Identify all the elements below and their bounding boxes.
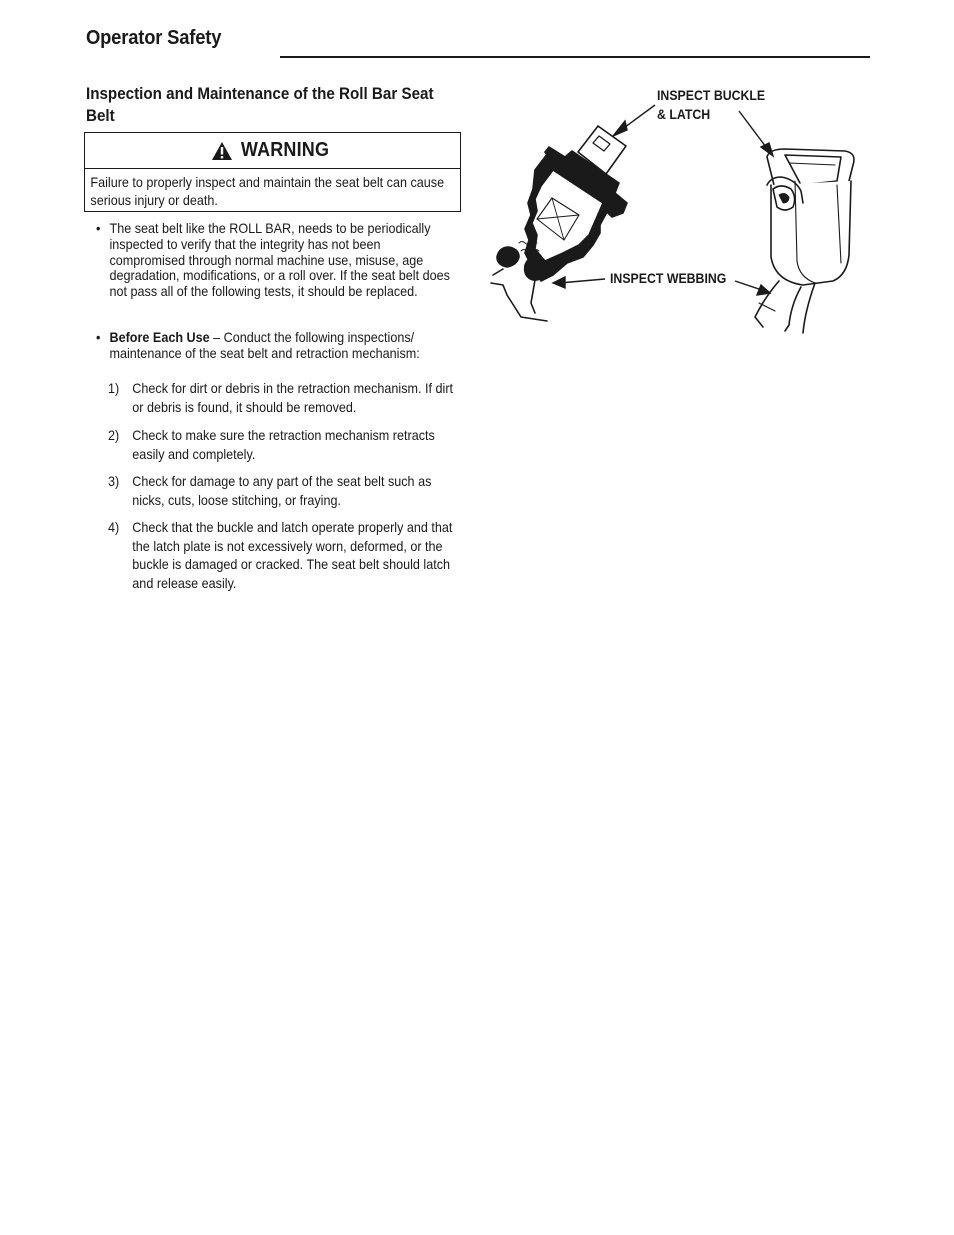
list-item	[108, 518, 464, 592]
step-number: 3)	[108, 473, 120, 489]
callout-buckle-line1: INSPECT BUCKLE	[657, 87, 766, 103]
bullet-item	[96, 330, 456, 362]
arrow-buckle-head	[761, 143, 773, 156]
bullet-dot: •	[96, 329, 101, 345]
step-text: Check that the buckle and latch operate properly and that the latch plate is not excessively worn, deformed, or the buckle is damaged or cracked. The seat belt should latch and release easily.	[132, 519, 453, 591]
step-text: Check for damage to any part of the seat belt such as nicks, cuts, loose stitching, or fraying.	[132, 473, 432, 508]
arrow-webbing-head	[553, 277, 565, 288]
list-item	[108, 426, 464, 463]
warning-box	[84, 132, 461, 212]
section-title: Inspection and Maintenance of the Roll Bar Seat Belt	[86, 85, 434, 125]
step-number: 2)	[108, 427, 120, 443]
warning-triangle-icon	[211, 141, 233, 161]
warning-text: Failure to properly inspect and maintain the seat belt can cause serious injury or death.	[90, 174, 445, 208]
arrow-webbing-line	[559, 279, 605, 283]
retractor-shape	[491, 247, 547, 321]
bullet-text: The seat belt like the ROLL BAR, needs to be periodically inspected to verify that the integrity has not been compromised through normal machine use, misuse, age degradation, modifications, or a roll over. If the seat belt does not pass all of the following tests, it should be replaced.	[109, 220, 450, 300]
warning-header	[85, 133, 460, 169]
bullet-dot: •	[96, 220, 101, 236]
step-text: Check to make sure the retraction mechanism retracts easily and completely.	[132, 427, 435, 462]
callout-inspect-buckle	[657, 86, 765, 124]
callout-inspect-webbing: INSPECT WEBBING	[610, 270, 727, 286]
list-item	[108, 379, 464, 416]
warning-label: WARNING	[240, 139, 330, 161]
step-number: 1)	[108, 380, 120, 396]
bullet-text: – Conduct the following inspections/ maintenance of the seat belt and retraction mechanism:	[109, 329, 420, 361]
seat-belt-illustration	[485, 85, 875, 355]
bullet-lead: Before Each Use	[109, 329, 210, 345]
step-text: Check for dirt or debris in the retraction mechanism. If dirt or debris is found, it should be removed.	[132, 380, 454, 415]
list-item	[108, 472, 464, 509]
bullet-item	[96, 221, 456, 300]
page-title: Operator Safety	[86, 27, 222, 49]
arrow-webbing-head-2	[757, 285, 770, 295]
buckle-shape	[767, 149, 854, 285]
arrow-latch-head	[613, 121, 627, 136]
step-number: 4)	[108, 519, 120, 535]
callout-buckle-line2: & LATCH	[657, 106, 711, 122]
header-rule	[280, 56, 870, 58]
